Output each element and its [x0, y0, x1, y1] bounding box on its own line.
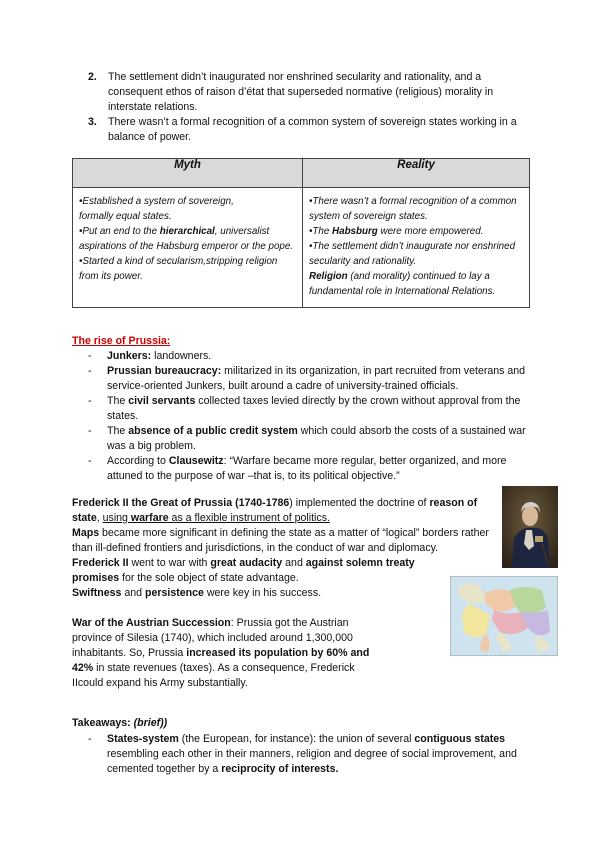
- list-item: [88, 394, 528, 424]
- prussia-list: [88, 349, 528, 484]
- frederick-paragraph: [72, 496, 498, 526]
- text: militarized in its organization, in part recruited from veterans and service-oriented Junkers, built around a cadre of university-trained officials.: [107, 365, 526, 392]
- underlined-text: as a flexible instrument of politics.: [168, 512, 330, 524]
- dash-bullet: -: [88, 365, 92, 377]
- numbered-list: [82, 70, 532, 145]
- takeaways-heading: [72, 716, 532, 731]
- list-item: [88, 349, 528, 364]
- reality-line: [309, 224, 523, 239]
- myth-cell: [73, 188, 303, 308]
- list-item: [82, 70, 532, 115]
- bold-text: Maps: [72, 527, 100, 539]
- text: : “Warfare became more regular, better organized, and more attuned to the purpose of war –that is, to its political objective.”: [107, 455, 507, 482]
- text: became more significant in defining the state as a matter of “logical” borders rather than ill-defined frontiers and jurisdictions, in the conduct of war and diplomacy.: [72, 527, 489, 554]
- text: and: [282, 557, 306, 569]
- underlined-text: using: [102, 512, 131, 524]
- reality-line: •There wasn’t a formal recognition of a common system of sovereign states.: [309, 196, 517, 222]
- item-text: The settlement didn’t inaugurated nor enshrined secularity and rationality, and a consequent ethos of raison d’état that superseded normative (religious) morality in interstate relations.: [108, 71, 494, 113]
- list-item: [88, 364, 528, 394]
- bold-italic-text: (brief)): [133, 717, 168, 729]
- bold-text: contiguous states: [414, 733, 506, 745]
- text: , universalist aspirations of the Habsburg emperor or the pope.: [79, 226, 294, 252]
- bold-text: Frederick II: [72, 557, 129, 569]
- item-number: 2.: [88, 71, 97, 83]
- text: and: [121, 587, 146, 599]
- bold-text: War of the Austrian Succession: [72, 617, 231, 629]
- text: were more empowered.: [377, 226, 484, 237]
- dash-bullet: -: [88, 455, 92, 467]
- text: which could absorb the costs of a sustained war was a big problem.: [107, 425, 526, 452]
- text: in state revenues (taxes). As a consequence, Frederick IIcould expand his Army substantially.: [72, 662, 355, 689]
- takeaways-list: [88, 732, 528, 777]
- swiftness-paragraph: [72, 586, 452, 601]
- text: went to war with: [128, 557, 211, 569]
- bold-text: Religion: [309, 271, 348, 282]
- myth-line: •Established a system of sovereign,: [79, 196, 234, 207]
- bold-underlined-text: warfare: [130, 512, 169, 524]
- list-item: [88, 732, 528, 777]
- bold-text: persistence: [145, 587, 204, 599]
- list-item: [82, 115, 532, 145]
- bold-text: Frederick II the Great of Prussia (1740-1786: [72, 497, 290, 509]
- text: ) implemented the doctrine of: [289, 497, 430, 509]
- text: The: [107, 395, 129, 407]
- war-paragraph: [72, 616, 372, 691]
- table-header-myth: Myth: [73, 159, 303, 188]
- bold-text: Prussian bureaucracy:: [107, 365, 222, 377]
- myth-line: •Started a kind of secularism,stripping religion from its power.: [79, 256, 278, 282]
- text: •The: [309, 226, 333, 237]
- text: were key in his success.: [203, 587, 322, 599]
- text: According to: [107, 455, 169, 467]
- text: (the European, for instance): the union of several: [178, 733, 415, 745]
- bold-text: against solemn treaty promises: [72, 557, 415, 584]
- europe-map-image: [450, 576, 558, 656]
- text: The: [107, 425, 129, 437]
- list-item: [88, 424, 528, 454]
- reality-line: [309, 269, 523, 299]
- myth-reality-table: [72, 158, 530, 308]
- frederick-portrait-image: [502, 486, 558, 568]
- dash-bullet: -: [88, 395, 92, 407]
- bold-text: Habsburg: [332, 226, 378, 237]
- text: landowners.: [151, 350, 212, 362]
- bold-text: increased its population by 60% and 42%: [72, 647, 370, 674]
- bold-text: hierarchical: [159, 226, 215, 237]
- dash-bullet: -: [88, 733, 92, 745]
- bold-text: reciprocity of interests.: [221, 763, 339, 775]
- section-heading: The rise of Prussia:: [72, 335, 171, 347]
- text: resembling each other in their manners, religion and degree of social improvement, and cemented together by a: [107, 748, 517, 775]
- bold-text: Junkers:: [107, 350, 152, 362]
- reality-cell: [303, 188, 530, 308]
- list-item: [88, 454, 528, 484]
- text: for the sole object of state advantage.: [119, 572, 299, 584]
- dash-bullet: -: [88, 425, 92, 437]
- maps-paragraph: [72, 526, 496, 556]
- dash-bullet: -: [88, 350, 92, 362]
- bold-text: Swiftness: [72, 587, 122, 599]
- bold-text: great audacity: [210, 557, 283, 569]
- item-number: 3.: [88, 116, 97, 128]
- reality-line: •The settlement didn’t inaugurate nor enshrined secularity and rationality.: [309, 241, 516, 267]
- text: collected taxes levied directly by the crown without approval from the states.: [107, 395, 521, 422]
- myth-line: formally equal states.: [79, 211, 172, 222]
- bold-text: absence of a public credit system: [128, 425, 298, 437]
- bold-text: Takeaways:: [72, 717, 134, 729]
- myth-line: [79, 224, 296, 254]
- bold-text: civil servants: [128, 395, 196, 407]
- bold-text: reason of state: [72, 497, 478, 524]
- text: ,: [96, 512, 103, 524]
- audacity-paragraph: [72, 556, 454, 586]
- bold-text: States-system: [107, 733, 179, 745]
- text: •Put an end to the: [79, 226, 160, 237]
- text: : Prussia got the Austrian province of Silesia (1740), which included around 1,300,000 inhabitants. So, Prussia: [72, 617, 353, 659]
- bold-text: Clausewitz: [168, 455, 224, 467]
- table-header-reality: Reality: [303, 159, 530, 188]
- text: (and morality) continued to lay a fundamental role in International Relations.: [309, 271, 496, 297]
- item-text: There wasn’t a formal recognition of a common system of sovereign states working in a balance of power.: [108, 116, 517, 143]
